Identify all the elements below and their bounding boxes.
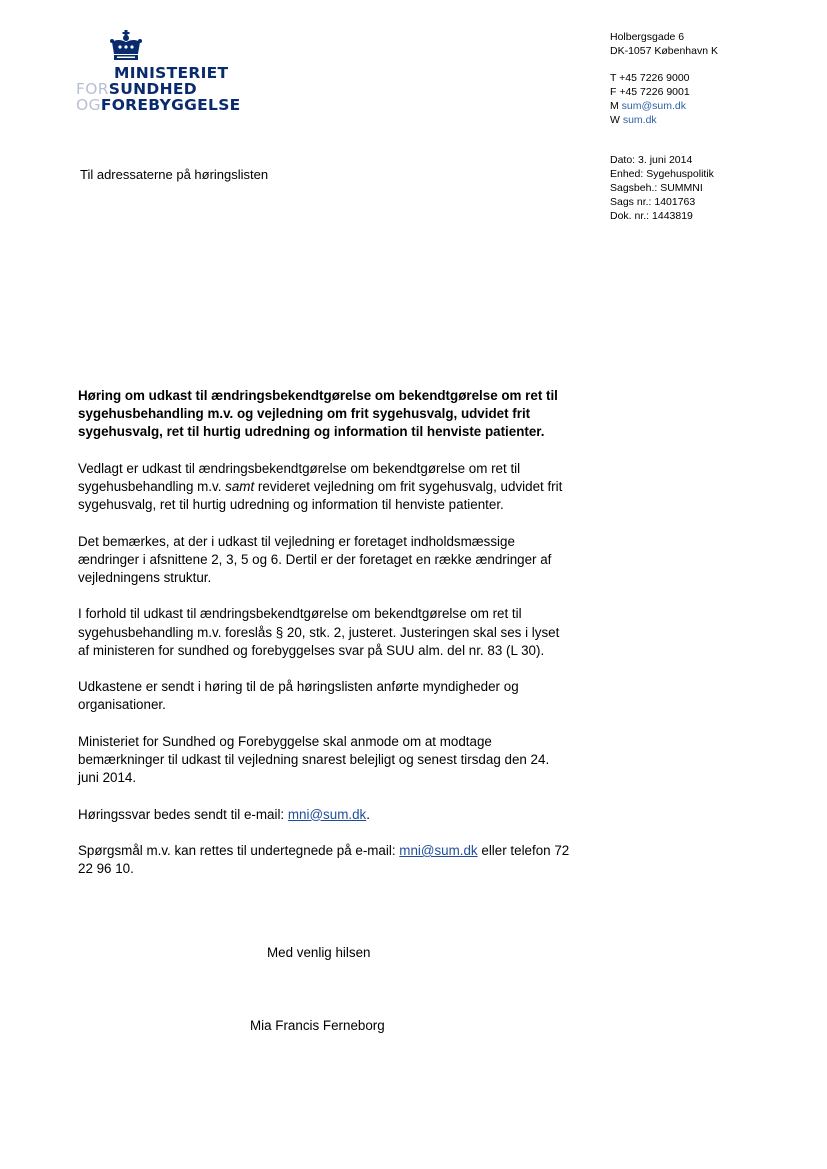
contact-mail-label: M xyxy=(610,100,619,112)
paragraph-3: I forhold til udkast til ændringsbekendtgørelse om bekendtgørelse om ret til sygehusbehandling m.v. foreslås § 20, stk. 2, justeret. Justeringen skal ses i lyset af ministeren for sundhed og forebyggelses svar på SUU alm. del nr. 83 (L 30). xyxy=(78,606,560,658)
contact-fax: F +45 7226 9001 xyxy=(610,86,690,98)
logo-prefix-for: FOR xyxy=(76,80,109,98)
ministry-logo xyxy=(76,30,276,120)
logo-text-line1: MINISTERIET xyxy=(114,64,229,82)
contact-mail-link[interactable]: sum@sum.dk xyxy=(621,100,687,112)
address-street: Holbergsgade 6 xyxy=(610,31,685,43)
letter-heading: Høring om udkast til ændringsbekendtgørelse om bekendtgørelse om ret til sygehusbehandling m.v. og vejledning om frit sygehusvalg, udvidet frit sygehusvalg, ret til hurtig udredning og information til henviste patienter. xyxy=(78,388,558,440)
contact-mail-row xyxy=(610,99,690,113)
contact-web-label: W xyxy=(610,114,620,126)
closing-greeting: Med venlig hilsen xyxy=(267,945,371,960)
paragraph-1-emphasis: samt xyxy=(225,479,255,494)
paragraph-7 xyxy=(78,842,573,878)
meta-case-number: Sags nr.: 1401763 xyxy=(610,196,696,208)
logo-word-forebyggelse: FOREBYGGELSE xyxy=(100,96,241,114)
paragraph-6 xyxy=(78,806,573,824)
contact-web-row xyxy=(610,113,690,127)
questions-email-link[interactable]: mni@sum.dk xyxy=(399,842,478,858)
meta-case-officer: Sagsbeh.: SUMMNI xyxy=(610,182,703,194)
reply-email-link[interactable]: mni@sum.dk xyxy=(287,806,367,822)
paragraph-5: Ministeriet for Sundhed og Forebyggelse skal anmode om at modtage bemærkninger til udkast til vejledning snarest belejligt og senest tirsdag den 24. juni 2014. xyxy=(78,733,550,786)
paragraph-7-end: eller telefon 72 22 96 10. xyxy=(78,842,570,877)
contact-block xyxy=(610,71,690,127)
logo-text-line3 xyxy=(76,96,241,114)
letter-body xyxy=(78,387,573,897)
signer-name: Mia Francis Ferneborg xyxy=(250,1018,385,1033)
meta-document-number: Dok. nr.: 1443819 xyxy=(610,210,693,222)
logo-prefix-og: OG xyxy=(76,96,101,114)
case-meta-block xyxy=(610,153,714,223)
address-city: DK-1057 København K xyxy=(610,45,718,57)
paragraph-6-end: . xyxy=(366,806,370,822)
paragraph-1-part-a: Vedlagt er udkast til ændringsbekendtgørelse om bekendtgørelse om ret til sygehusbehandling m.v. xyxy=(78,460,521,494)
contact-web-link[interactable]: sum.dk xyxy=(622,114,657,126)
paragraph-1 xyxy=(78,460,573,515)
recipient-line: Til adressaterne på høringslisten xyxy=(80,167,269,182)
paragraph-1-part-b: revideret vejledning om frit sygehusvalg, udvidet frit sygehusvalg, ret til hurtig udredning og information til henviste patienter. xyxy=(78,479,563,513)
meta-unit: Enhed: Sygehuspolitik xyxy=(610,168,714,180)
paragraph-6-text: Høringssvar bedes sendt til e-mail: xyxy=(78,806,285,822)
contact-phone: T +45 7226 9000 xyxy=(610,72,690,84)
meta-date: Dato: 3. juni 2014 xyxy=(610,154,693,166)
crown-icon xyxy=(108,30,144,62)
paragraph-2: Det bemærkes, at der i udkast til vejledning er foretaget indholdsmæssige ændringer i afsnittene 2, 3, 5 og 6. Dertil er der foretaget en række ændringer af vejledningens struktur. xyxy=(78,533,552,585)
paragraph-4: Udkastene er sendt i høring til de på høringslisten anførte myndigheder og organisationer. xyxy=(78,679,519,713)
paragraph-7-text: Spørgsmål m.v. kan rettes til undertegnede på e-mail: xyxy=(78,842,396,858)
address-block xyxy=(610,30,718,58)
logo-word-sundhed: SUNDHED xyxy=(108,80,197,98)
